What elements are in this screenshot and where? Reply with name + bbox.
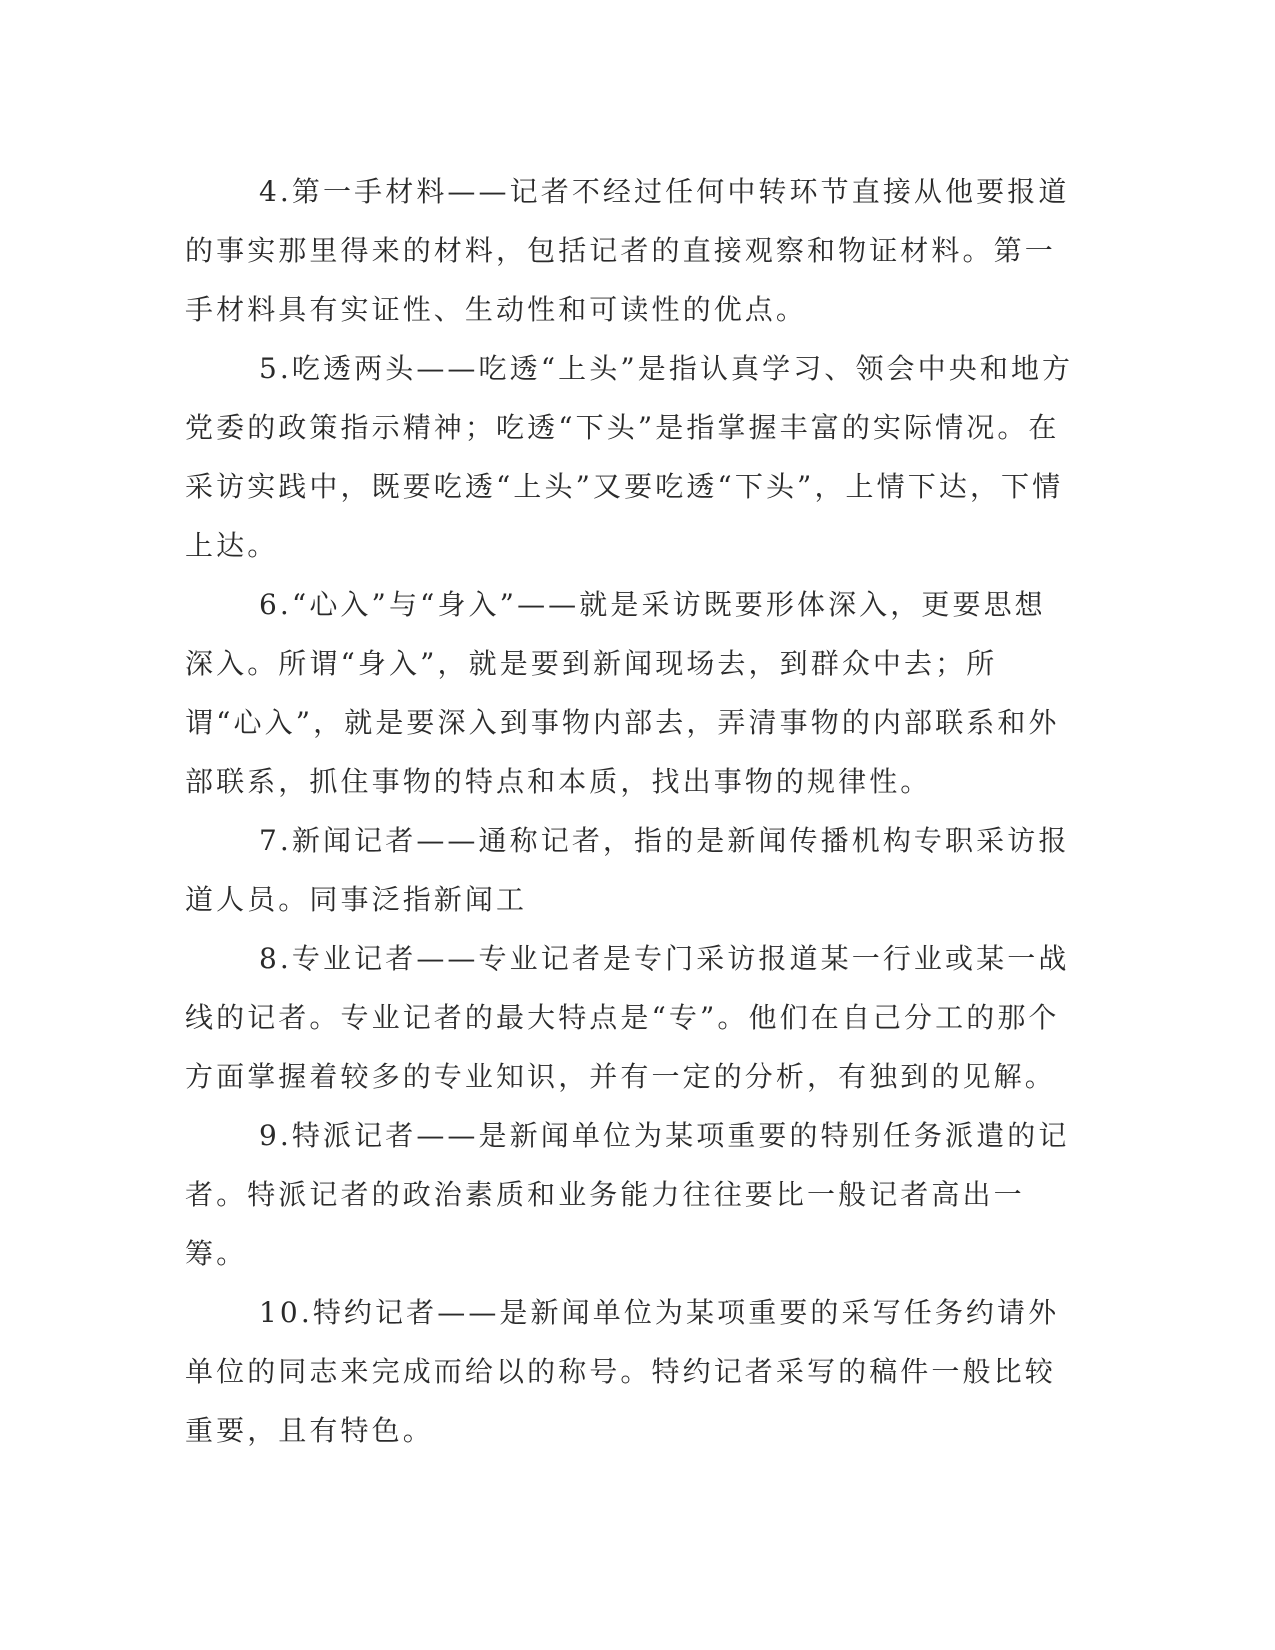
- paragraph-9: 9.特派记者——是新闻单位为某项重要的特别任务派遣的记者。特派记者的政治素质和业务能力往往要比一般记者高出一筹。: [185, 1119, 1070, 1270]
- paragraph-10: 10.特约记者——是新闻单位为某项重要的采写任务约请外单位的同志来完成而给以的称号。特约记者采写的稿件一般比较重要，且有特色。: [185, 1296, 1060, 1447]
- paragraph-6: 6.“心入”与“身入”——就是采访既要形体深入，更要思想深入。所谓“身入”，就是要到新闻现场去，到群众中去；所谓“心入”，就是要深入到事物内部去，弄清事物的内部联系和外部联系，抓住事物的特点和本质，找出事物的规律性。: [185, 588, 1060, 798]
- document-body: [185, 162, 1075, 1460]
- paragraph-5: 5.吃透两头——吃透“上头”是指认真学习、领会中央和地方党委的政策指示精神；吃透“下头”是指掌握丰富的实际情况。在采访实践中，既要吃透“上头”又要吃透“下头”，上情下达，下情上达。: [185, 352, 1074, 562]
- paragraph-7: 7.新闻记者——通称记者，指的是新闻传播机构专职采访报道人员。同事泛指新闻工: [185, 824, 1070, 916]
- paragraph-4: 4.第一手材料——记者不经过任何中转环节直接从他要报道的事实那里得来的材料，包括记者的直接观察和物证材料。第一手材料具有实证性、生动性和可读性的优点。: [185, 175, 1070, 326]
- paragraph-8: 8.专业记者——专业记者是专门采访报道某一行业或某一战线的记者。专业记者的最大特点是“专”。他们在自己分工的那个方面掌握着较多的专业知识，并有一定的分析，有独到的见解。: [185, 942, 1070, 1093]
